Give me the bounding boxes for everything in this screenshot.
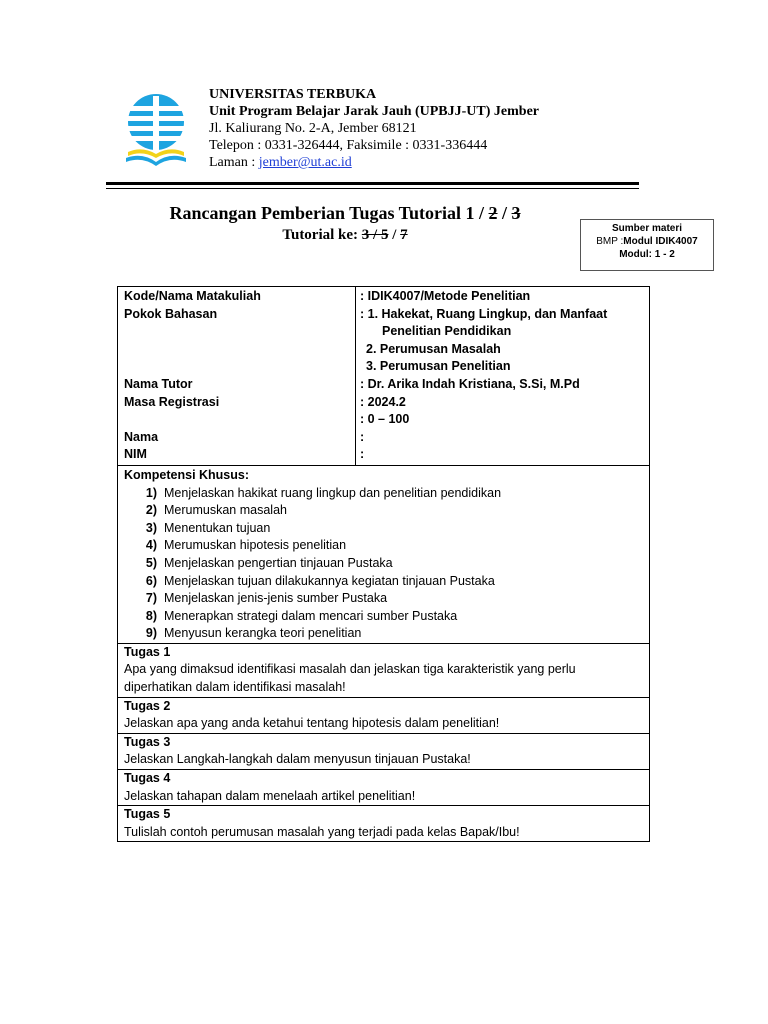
tugas-text: Jelaskan Langkah-langkah dalam menyusun tinjauan Pustaka!	[124, 752, 471, 767]
list-item	[124, 502, 643, 520]
tugas-4	[118, 770, 649, 806]
website-label: Laman :	[209, 155, 259, 170]
tugas-title: Tugas 1	[124, 644, 171, 659]
course-info	[118, 287, 649, 466]
item-number: 4)	[145, 538, 157, 553]
ut-logo-icon	[124, 92, 188, 168]
website-link[interactable]: jember@ut.ac.id	[258, 155, 352, 170]
website-line	[209, 154, 539, 171]
info-labels	[118, 287, 356, 465]
letterhead	[209, 86, 539, 171]
value-kode: : IDIK4007/Metode Penelitian	[360, 289, 531, 303]
subtitle-sep: /	[388, 227, 401, 243]
item-number: 6)	[145, 573, 157, 588]
list-item	[124, 590, 643, 608]
bmp-label: BMP :	[596, 236, 624, 247]
tugas-5	[118, 806, 649, 841]
item-text: Menerapkan strategi dalam mencari sumber Pustaka	[164, 608, 458, 623]
label-nim: NIM	[124, 447, 147, 462]
value-pokok-2: 2. Perumusan Masalah	[366, 341, 501, 356]
item-text: Menjelaskan pengertian tinjauan Pustaka	[164, 555, 393, 570]
item-number: 7)	[145, 591, 157, 606]
tugas-text: diperhatikan dalam identifikasi masalah!	[124, 680, 346, 695]
subtitle-struck-1: 3 / 5	[361, 227, 389, 243]
list-item	[124, 608, 643, 626]
item-number: 8)	[145, 608, 157, 623]
item-number: 1)	[145, 485, 157, 500]
tugas-title: Tugas 5	[124, 807, 171, 822]
sumber-bmp	[581, 235, 713, 248]
subtitle-prefix: Tutorial ke:	[282, 227, 362, 243]
value-nim: :	[360, 447, 365, 462]
list-item	[124, 520, 643, 538]
item-number: 9)	[145, 626, 157, 641]
label-kode: Kode/Nama Matakuliah	[124, 289, 261, 303]
value-pokok-1b: Penelitian Pendidikan	[382, 324, 512, 339]
sumber-materi-box	[580, 219, 714, 271]
label-masa: Masa Registrasi	[124, 394, 220, 409]
value-masa: : 2024.2	[360, 394, 406, 409]
item-number: 2)	[145, 503, 157, 518]
header-rule-thick	[106, 182, 639, 185]
kompetensi-heading: Kompetensi Khusus:	[124, 467, 250, 482]
item-text: Menjelaskan jenis-jenis sumber Pustaka	[164, 591, 388, 606]
university-name: UNIVERSITAS TERBUKA	[209, 87, 377, 102]
value-pokok-1: : 1. Hakekat, Ruang Lingkup, dan Manfaat	[360, 306, 608, 321]
tugas-title: Tugas 3	[124, 734, 171, 749]
item-number: 3)	[145, 520, 157, 535]
info-values	[356, 287, 649, 465]
sumber-heading: Sumber materi	[611, 223, 683, 234]
list-item	[124, 485, 643, 503]
list-item	[124, 555, 643, 573]
title-struck-3: 3	[511, 203, 521, 223]
list-item	[124, 625, 643, 643]
label-spacer-2	[124, 341, 349, 359]
tugas-1	[118, 644, 649, 698]
unit-name: Unit Program Belajar Jarak Jauh (UPBJJ-UT) Jember	[209, 104, 539, 119]
title-sep: /	[497, 203, 512, 223]
address: Jl. Kaliurang No. 2-A, Jember 68121	[209, 121, 417, 136]
title-struck-2: 2	[488, 203, 498, 223]
tugas-title: Tugas 4	[124, 771, 171, 786]
phone: Telepon : 0331-326444, Faksimile : 0331-336444	[209, 138, 488, 153]
item-number: 5)	[145, 555, 157, 570]
sumber-modul: Modul: 1 - 2	[619, 249, 675, 260]
list-item	[124, 573, 643, 591]
item-text: Menentukan tujuan	[164, 520, 271, 535]
tugas-text: Jelaskan apa yang anda ketahui tentang hipotesis dalam penelitian!	[124, 716, 500, 731]
tugas-text: Apa yang dimaksud identifikasi masalah dan jelaskan tiga karakteristik yang perlu	[124, 662, 576, 677]
item-text: Merumuskan masalah	[164, 503, 287, 518]
item-text: Menjelaskan tujuan dilakukannya kegiatan tinjauan Pustaka	[164, 573, 495, 588]
item-text: Menyusun kerangka teori penelitian	[164, 626, 362, 641]
title-prefix: Rancangan Pemberian Tugas Tutorial 1 /	[169, 203, 489, 223]
value-pokok-3: 3. Perumusan Penelitian	[366, 359, 511, 374]
value-tutor: : Dr. Arika Indah Kristiana, S.Si, M.Pd	[360, 376, 580, 391]
subtitle-struck-2: 7	[400, 227, 408, 243]
bmp-value: Modul IDIK4007	[623, 236, 698, 247]
label-nama: Nama	[124, 429, 159, 444]
label-spacer-3	[124, 358, 349, 376]
page-subtitle	[112, 226, 578, 245]
tugas-3	[118, 734, 649, 770]
kompetensi-list	[124, 485, 643, 643]
label-spacer-4	[124, 411, 349, 429]
tugas-2	[118, 698, 649, 734]
item-text: Menjelaskan hakikat ruang lingkup dan penelitian pendidikan	[164, 485, 502, 500]
kompetensi-section	[118, 466, 649, 644]
value-skor: : 0 – 100	[360, 412, 410, 427]
value-nama: :	[360, 429, 365, 444]
tugas-title: Tugas 2	[124, 698, 171, 713]
tugas-text: Jelaskan tahapan dalam menelaah artikel penelitian!	[124, 788, 416, 803]
label-tutor: Nama Tutor	[124, 376, 193, 391]
list-item	[124, 537, 643, 555]
header-rule-thin	[106, 188, 639, 189]
label-spacer-1	[124, 323, 349, 341]
assignment-table	[117, 286, 650, 842]
tugas-text: Tulislah contoh perumusan masalah yang terjadi pada kelas Bapak/Ibu!	[124, 824, 520, 839]
page-title	[112, 202, 578, 224]
label-pokok: Pokok Bahasan	[124, 306, 218, 321]
item-text: Merumuskan hipotesis penelitian	[164, 538, 347, 553]
